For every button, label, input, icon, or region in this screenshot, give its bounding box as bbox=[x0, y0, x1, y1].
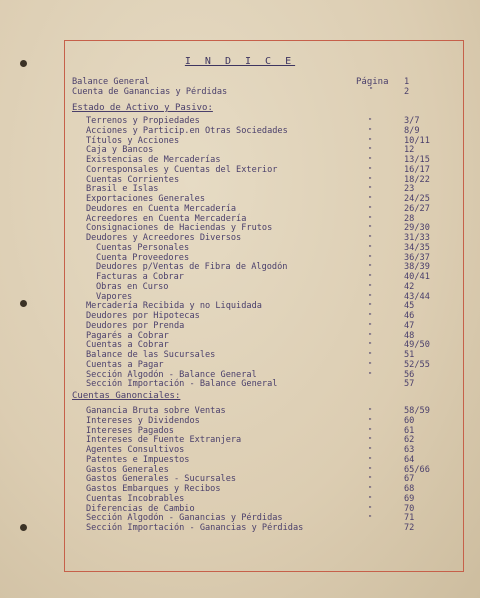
entry-page-number: 42 bbox=[404, 281, 415, 292]
entry-label: Corresponsales y Cuentas del Exterior bbox=[86, 164, 278, 175]
index-entry bbox=[0, 116, 480, 126]
entry-page-number: 58/59 bbox=[404, 406, 430, 416]
entry-page-number: 46 bbox=[404, 311, 415, 321]
entry-label: Deudores por Prenda bbox=[86, 320, 185, 331]
index-entry bbox=[0, 465, 480, 475]
entry-label: Cuenta de Ganancias y Pérdidas bbox=[72, 87, 228, 97]
entry-ditto-mark: " bbox=[368, 407, 373, 415]
index-entry bbox=[0, 87, 480, 97]
entry-page-number: 26/27 bbox=[404, 203, 430, 214]
entry-label: Acreedores en Cuenta Mercadería bbox=[86, 213, 247, 224]
entry-ditto-mark: " bbox=[368, 175, 373, 184]
entry-label: Sección Importación - Ganancias y Pérdidas bbox=[86, 523, 304, 533]
entry-page-number: 68 bbox=[404, 484, 415, 494]
index-entry bbox=[0, 379, 480, 389]
entry-ditto-mark: " bbox=[368, 504, 373, 513]
entry-page-number: 16/17 bbox=[404, 164, 430, 175]
entry-page-number: 47 bbox=[404, 320, 415, 331]
pagina-ditto-mark: " bbox=[369, 86, 374, 94]
entry-label: Gastos Generales bbox=[86, 464, 169, 475]
entry-label: Exportaciones Generales bbox=[86, 194, 205, 204]
index-entry bbox=[0, 406, 480, 416]
entry-page-number: 69 bbox=[404, 493, 415, 504]
entry-label: Intereses de Fuente Extranjera bbox=[86, 435, 242, 446]
entry-ditto-mark: " bbox=[368, 475, 373, 484]
entry-page-number: 70 bbox=[404, 503, 415, 514]
entry-page-number: 64 bbox=[404, 454, 415, 465]
entry-label: Agentes Consultivos bbox=[86, 445, 185, 455]
entry-label: Diferencias de Cambio bbox=[86, 503, 195, 514]
entry-label: Sección Importación - Balance General bbox=[86, 379, 278, 390]
index-entry bbox=[0, 204, 480, 214]
page-title: I N D I C E bbox=[184, 56, 296, 67]
entry-ditto-mark: " bbox=[368, 253, 373, 262]
entry-ditto-mark: " bbox=[368, 165, 373, 174]
entry-label: Balance General bbox=[72, 77, 150, 87]
entry-ditto-mark: " bbox=[368, 146, 373, 155]
entry-page-number: 10/11 bbox=[404, 135, 430, 146]
entry-ditto-mark: " bbox=[368, 436, 373, 445]
entry-page-number: 28 bbox=[404, 213, 415, 224]
entry-page-number: 65/66 bbox=[404, 464, 430, 475]
entry-label: Brasil e Islas bbox=[86, 184, 159, 195]
entry-ditto-mark: " bbox=[368, 234, 373, 242]
index-entry bbox=[0, 126, 480, 136]
entry-ditto-mark: " bbox=[368, 426, 373, 435]
entry-page-number: 40/41 bbox=[404, 272, 430, 282]
entry-label: Cuentas Personales bbox=[96, 242, 190, 253]
entry-label: Obras en Curso bbox=[96, 281, 169, 292]
index-entry bbox=[0, 155, 480, 165]
index-entry bbox=[0, 426, 480, 436]
index-entry bbox=[0, 223, 480, 233]
index-entry bbox=[0, 340, 480, 350]
entry-label: Acciones y Particip.en Otras Sociedades bbox=[86, 125, 288, 136]
entry-ditto-mark: " bbox=[368, 224, 373, 233]
entry-label: Deudores p/Ventas de Fibra de Algodón bbox=[96, 262, 288, 273]
entry-page-number: 18/22 bbox=[404, 174, 430, 185]
entry-ditto-mark: " bbox=[368, 446, 373, 454]
entry-ditto-mark: " bbox=[368, 156, 373, 164]
entry-label: Mercadería Recibida y no Liquidada bbox=[86, 301, 262, 312]
entry-page-number: 38/39 bbox=[404, 262, 430, 273]
index-entry bbox=[0, 350, 480, 360]
entry-page-number: 2 bbox=[404, 87, 410, 97]
entry-ditto-mark: " bbox=[368, 341, 373, 350]
entry-label: Facturas a Cobrar bbox=[96, 272, 184, 282]
entry-ditto-mark: " bbox=[368, 331, 373, 340]
entry-ditto-mark: " bbox=[368, 312, 373, 320]
entry-ditto-mark: " bbox=[368, 360, 373, 369]
entry-label: Deudores y Acreedores Diversos bbox=[86, 233, 242, 243]
entry-page-number: 12 bbox=[404, 145, 415, 156]
entry-ditto-mark: " bbox=[368, 282, 373, 291]
index-entry bbox=[0, 494, 480, 504]
entry-ditto-mark: " bbox=[368, 292, 373, 301]
index-entry bbox=[0, 416, 480, 426]
entry-label: Sección Algodón - Balance General bbox=[86, 369, 257, 380]
entry-label: Vapores bbox=[96, 291, 133, 302]
entry-ditto-mark: " bbox=[368, 136, 373, 145]
entry-page-number: 62 bbox=[404, 435, 415, 446]
entry-label: Patentes e Impuestos bbox=[86, 454, 190, 465]
entry-page-number: 45 bbox=[404, 301, 415, 312]
index-entry bbox=[0, 445, 480, 455]
entry-ditto-mark: " bbox=[368, 204, 373, 213]
entry-page-number: 13/15 bbox=[404, 155, 430, 165]
index-entry bbox=[0, 504, 480, 514]
entry-page-number: 1 bbox=[404, 77, 410, 87]
entry-ditto-mark: " bbox=[368, 273, 373, 281]
entry-label: Deudores por Hipotecas bbox=[86, 311, 200, 321]
entry-label: Terrenos y Propiedades bbox=[86, 116, 200, 126]
entry-ditto-mark: " bbox=[368, 214, 373, 223]
index-entry bbox=[0, 523, 480, 533]
entry-label: Cuentas Corrientes bbox=[86, 174, 180, 185]
entry-ditto-mark: " bbox=[368, 243, 373, 252]
entry-page-number: 34/35 bbox=[404, 242, 430, 253]
entry-page-number: 49/50 bbox=[404, 340, 430, 351]
entry-label: Cuenta Proveedores bbox=[96, 252, 190, 263]
estado-section-header: Estado de Activo y Pasivo: bbox=[72, 103, 213, 113]
index-entry bbox=[0, 301, 480, 311]
index-entry bbox=[0, 513, 480, 523]
entry-page-number: 56 bbox=[404, 369, 415, 380]
entry-page-number: 60 bbox=[404, 415, 415, 426]
entry-ditto-mark: " bbox=[368, 370, 373, 379]
entry-label: Cuentas Incobrables bbox=[86, 493, 185, 504]
entry-ditto-mark: " bbox=[368, 416, 373, 425]
entry-ditto-mark: " bbox=[368, 126, 373, 135]
index-entry bbox=[0, 311, 480, 321]
ganancias-section-header: Cuentas Ganonciales: bbox=[72, 391, 181, 401]
entry-label: Sección Algodón - Ganancias y Pérdidas bbox=[86, 513, 283, 524]
index-entry bbox=[0, 77, 480, 87]
index-entry bbox=[0, 253, 480, 263]
index-entry bbox=[0, 272, 480, 282]
index-entry bbox=[0, 292, 480, 302]
entry-page-number: 61 bbox=[404, 425, 415, 436]
entry-label: Gastos Generales - Sucursales bbox=[86, 474, 237, 485]
index-entry bbox=[0, 474, 480, 484]
entry-ditto-mark: " bbox=[368, 514, 373, 523]
entry-page-number: 63 bbox=[404, 445, 415, 455]
index-entry bbox=[0, 435, 480, 445]
entry-page-number: 43/44 bbox=[404, 291, 430, 302]
entry-label: Consignaciones de Haciendas y Frutos bbox=[86, 223, 273, 234]
index-entry bbox=[0, 136, 480, 146]
entry-ditto-mark: " bbox=[368, 455, 373, 464]
entry-page-number: 52/55 bbox=[404, 359, 430, 370]
entry-label: Pagarés a Cobrar bbox=[86, 330, 169, 341]
index-entry bbox=[0, 175, 480, 185]
entry-page-number: 3/7 bbox=[404, 116, 420, 126]
index-entry bbox=[0, 194, 480, 204]
entry-page-number: 29/30 bbox=[404, 223, 430, 234]
entry-label: Intereses Pagados bbox=[86, 425, 174, 436]
index-entry bbox=[0, 360, 480, 370]
index-entry bbox=[0, 370, 480, 380]
entry-label: Caja y Bancos bbox=[86, 145, 154, 156]
entry-ditto-mark: " bbox=[368, 117, 373, 125]
entry-ditto-mark: " bbox=[368, 185, 373, 194]
entry-page-number: 72 bbox=[404, 523, 415, 533]
entry-page-number: 67 bbox=[404, 474, 415, 485]
entry-label: Deudores en Cuenta Mercadería bbox=[86, 203, 237, 214]
entry-ditto-mark: " bbox=[368, 465, 373, 474]
entry-label: Gastos Embarques y Recibos bbox=[86, 484, 221, 494]
index-entry bbox=[0, 233, 480, 243]
entry-page-number: 36/37 bbox=[404, 252, 430, 263]
index-entry bbox=[0, 145, 480, 155]
index-entry bbox=[0, 331, 480, 341]
pagina-column-header: Página bbox=[356, 77, 389, 87]
entry-label: Intereses y Dividendos bbox=[86, 415, 200, 426]
index-entry bbox=[0, 214, 480, 224]
entry-label: Cuentas a Pagar bbox=[86, 359, 164, 370]
entry-page-number: 71 bbox=[404, 513, 415, 524]
entry-ditto-mark: " bbox=[368, 485, 373, 493]
index-entry bbox=[0, 321, 480, 331]
entry-ditto-mark: " bbox=[368, 321, 373, 330]
entry-page-number: 51 bbox=[404, 350, 415, 360]
index-entry bbox=[0, 243, 480, 253]
entry-page-number: 31/33 bbox=[404, 233, 430, 243]
entry-label: Balance de las Sucursales bbox=[86, 350, 216, 360]
entry-page-number: 24/25 bbox=[404, 194, 430, 204]
entry-page-number: 8/9 bbox=[404, 125, 420, 136]
entry-page-number: 57 bbox=[404, 379, 415, 390]
entry-page-number: 48 bbox=[404, 330, 415, 341]
entry-label: Ganancia Bruta sobre Ventas bbox=[86, 406, 226, 416]
entry-ditto-mark: " bbox=[368, 263, 373, 272]
index-entry bbox=[0, 184, 480, 194]
index-entry bbox=[0, 455, 480, 465]
index-entry bbox=[0, 484, 480, 494]
entry-page-number: 23 bbox=[404, 184, 415, 195]
entry-label: Títulos y Acciones bbox=[86, 135, 180, 146]
entry-ditto-mark: " bbox=[368, 351, 373, 359]
entry-label: Existencias de Mercaderías bbox=[86, 155, 221, 165]
entry-ditto-mark: " bbox=[368, 494, 373, 503]
entry-ditto-mark: " bbox=[368, 302, 373, 311]
index-entry bbox=[0, 282, 480, 292]
index-entry bbox=[0, 262, 480, 272]
index-entry bbox=[0, 165, 480, 175]
entry-label: Cuentas a Cobrar bbox=[86, 340, 169, 351]
entry-ditto-mark: " bbox=[368, 195, 373, 203]
